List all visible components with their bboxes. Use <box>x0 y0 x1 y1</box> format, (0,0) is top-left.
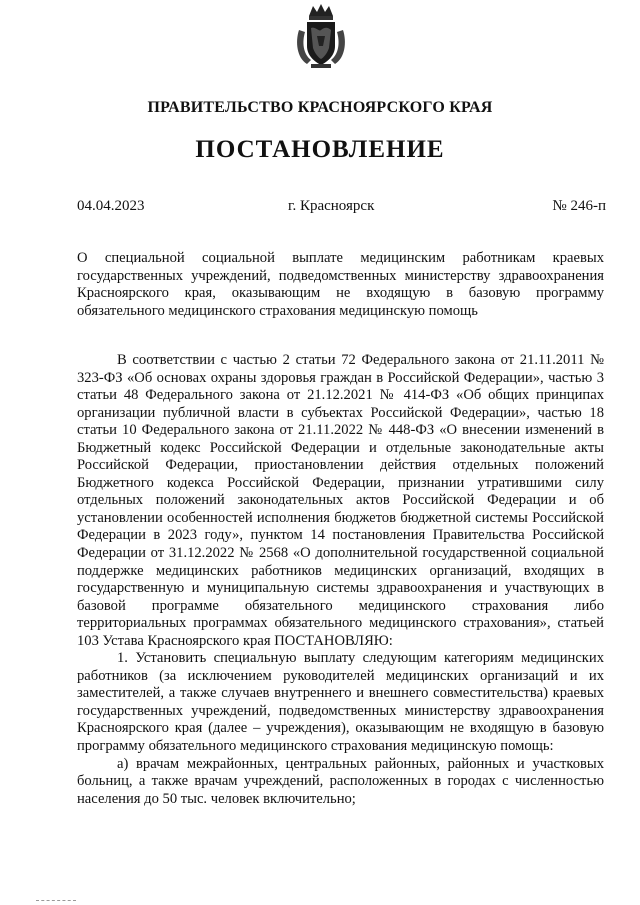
document-city: г. Красноярск <box>288 198 375 214</box>
document-type: ПОСТАНОВЛЕНИЕ <box>195 136 445 163</box>
preamble-paragraph: В соответствии с частью 2 статьи 72 Федерального закона от 21.11.2011 № 323-ФЗ «Об основах охраны здоровья граждан в Российской Федерации», частью 3 статьи 48 Федерального закона от 21.12.2021 № 414-ФЗ «Об общих принципах организации публичной власти в субъектах Российской Федерации», частью 18 статьи 10 Федерального закона от 21.11.2022 № 448-ФЗ «О внесении изменений в Бюджетный кодекс Российской Федерации и отдельные законодательные акты Российской Федерации, приостановлении действия отдельных положений Бюджетного кодекса Российской Федерации, признании утратившими силу отдельных положений законодательных актов Российской Федерации и об установлении особенностей исполнения бюджетов бюджетной системы Российской Федерации в 2023 году», пунктом 14 постановления Правительства Российской Федерации от 31.12.2022 № 2568 «О дополнительной государственной социальной поддержке медицинских работников медицинских организаций, входящих в государственную и муниципальную системы здравоохранения и участвующих в базовой программе обязательного медицинского страхования либо территориальных программах обязательного медицинского страхования», статьей 103 Устава Красноярского края ПОСТАНОВЛЯЮ: <box>77 352 604 649</box>
government-title: ПРАВИТЕЛЬСТВО КРАСНОЯРСКОГО КРАЯ <box>147 99 493 116</box>
document-subject: О специальной социальной выплате медицинским работникам краевых государственных учреждений, подведомственных министерству здравоохранения Красноярского края, оказывающим не входящую в базовую программу обязательного медицинского страхования медицинскую помощь <box>77 250 604 319</box>
footer-divider <box>36 900 76 901</box>
point-1-paragraph: 1. Установить специальную выплату следующим категориям медицинских работников (за исключением руководителей медицинских организаций и их заместителей, а также случаев внутреннего и внешнего совместительства) краевых государственных учреждений, подведомственных министерству здравоохранения Красноярского края (далее – учреждения), оказывающим не входящую в базовую программу обязательного медицинского страхования медицинскую помощь: <box>77 650 604 755</box>
document-date: 04.04.2023 <box>77 198 145 214</box>
point-1a-paragraph: а) врачам межрайонных, центральных районных, районных и участковых больниц, а также врачам учреждений, расположенных в городах с численностью населения до 50 тыс. человек включительно; <box>77 755 604 807</box>
krasnoyarsk-coat-of-arms-icon <box>293 2 349 70</box>
document-body <box>77 352 604 808</box>
document-number: № 246-п <box>552 198 606 214</box>
